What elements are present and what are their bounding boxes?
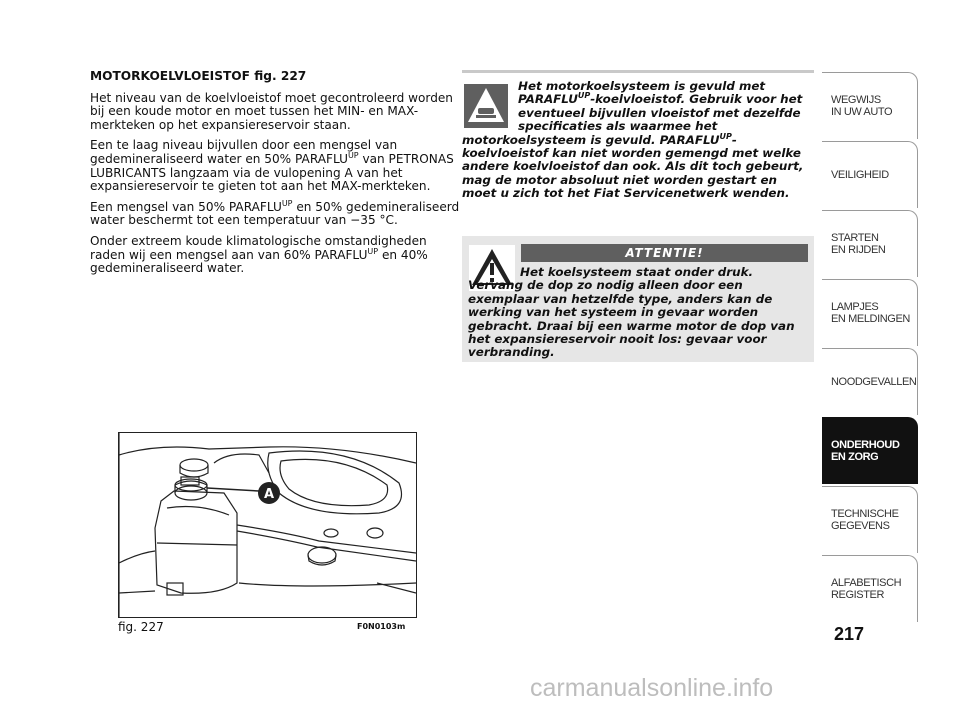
figure-label-a: A xyxy=(263,487,275,502)
tab-veiligheid[interactable]: VEILIGHEID xyxy=(822,141,918,208)
vehicle-warning-icon xyxy=(464,84,508,128)
warning-text: Het koelsysteem staat onder druk. Vervang de dop zo nodig alleen door een exemplaar van hetzelfde type, anders kan de werking van het systeem in gevaar worden gebracht. Draai bij een warme motor de dop van het expansiereservoir nooit los: gevaar voor verbranding. xyxy=(468,265,795,360)
coolant-note xyxy=(462,70,814,201)
watermark: carmanualsonline.info xyxy=(530,674,774,702)
paragraph-1: Het niveau van de koelvloeistof moet gecontroleerd worden bij een koude motor en moet tussen het MIN- en MAX-merkteken op het expansiereservoir staan. xyxy=(90,90,453,132)
tab-starten[interactable]: STARTEN EN RIJDEN xyxy=(822,210,918,277)
paragraph-2: Een te laag niveau bijvullen door een mengsel van gedemineraliseerd water en 50% $PARAFLU^{UP}$ van PETRONAS LUBRICANTS langzaam via de vulopening A van het expansiereservoir te gieten tot aan het MAX-merkteken. xyxy=(90,138,454,194)
section-heading: MOTORKOELVLOEISTOF fig. 227 xyxy=(90,69,307,83)
chapter-tabs xyxy=(822,72,918,624)
warning-title: ATTENTIE! xyxy=(521,244,808,262)
tab-wegwijs[interactable]: WEGWIJS IN UW AUTO xyxy=(822,72,918,139)
tab-technische[interactable]: TECHNISCHE GEGEVENS xyxy=(822,486,918,553)
engine-bay-illustration xyxy=(119,433,416,617)
tab-alfabetisch[interactable]: ALFABETISCH REGISTER xyxy=(822,555,918,622)
tab-noodgevallen[interactable]: NOODGEVALLEN xyxy=(822,348,918,415)
note-text: Het motorkoelsysteem is gevuld met $PARAFLU^{UP}$-koelvloeistof. Gebruik voor het eventueel bijvullen vloeistof met dezelfde specificaties als waarmee het motorkoelsysteem is gevuld. $PARAFLU^{UP}$-koelvloeistof kan niet worden gemengd met welke andere koelvloeistof dan ook. Als dit toch gebeurt, mag de motor absoluut niet worden gestart en moet u zich tot het Fiat Servicenetwerk wenden. xyxy=(462,79,804,201)
page-number: 217 xyxy=(834,624,865,644)
paragraph-3: Een mengsel van 50% $PARAFLU^{UP}$ en 50% gedemineraliseerd water beschermt tot een temperatuur van −35 °C. xyxy=(90,198,460,228)
body-text-column xyxy=(90,70,460,283)
note-rule xyxy=(462,70,814,73)
tab-onderhoud[interactable]: ONDERHOUD EN ZORG xyxy=(822,417,918,484)
figure-code: F0N0103m xyxy=(357,622,406,631)
figure-caption: fig. 227 xyxy=(118,620,164,634)
paragraph-4: Onder extreem koude klimatologische omstandigheden raden wij een mengsel aan van 60% $PARAFLU^{UP}$ en 40% gedemineraliseerd water. xyxy=(90,233,428,276)
tab-lampjes[interactable]: LAMPJES EN MELDINGEN xyxy=(822,279,918,346)
engine-bay-figure xyxy=(118,432,417,618)
warning-box xyxy=(462,236,814,362)
